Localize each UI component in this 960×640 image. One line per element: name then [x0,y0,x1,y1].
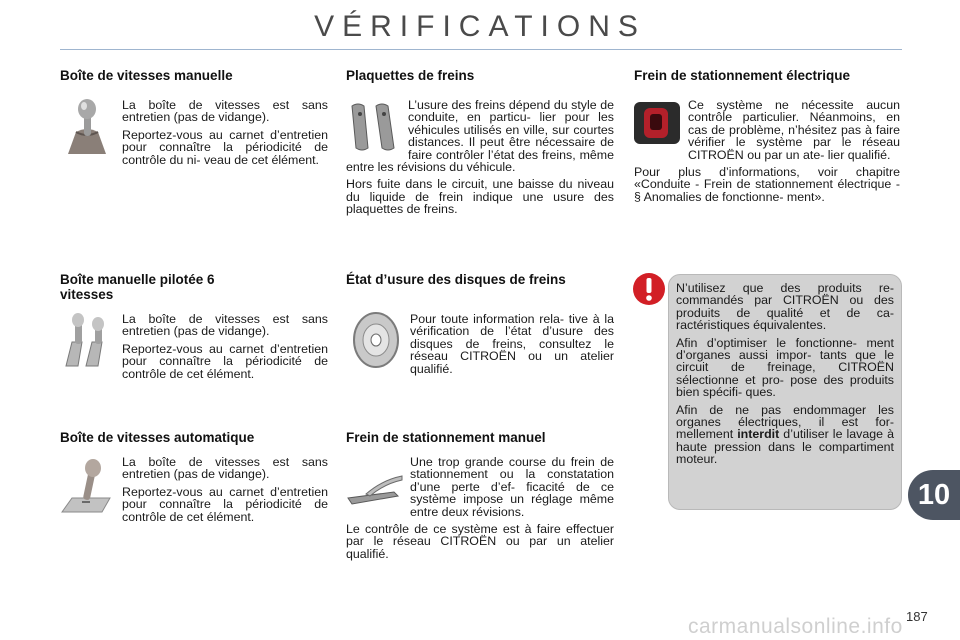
heading-piloted-gearbox: Boîte manuelle pilotée 6 vitesses [60,272,215,302]
brake-discs-p1: Pour toute information rela- tive à la vérification de l’état d’usure des disques de freins, consultez le réseau CITROËN ou un atelier qualifié. [410,312,614,376]
manual-gearbox-text [122,99,328,171]
brake-pads-p2: Hors fuite dans le circuit, une baisse du niveau du liquide de frein indique une usure des plaquettes de freins. [346,177,614,217]
manual-gear-lever-icon [62,98,112,156]
warning-note-text [676,282,894,471]
heading-manual-gearbox: Boîte de vitesses manuelle [60,68,233,83]
title-divider [60,49,902,50]
manual-gearbox-p2: Reportez-vous au carnet d’entretien pour connaître la périodicité de contrôle du ni- veau de cet élément. [122,127,328,167]
piloted-gear-paddles-icon [62,312,114,368]
page-number: 187 [906,609,928,624]
piloted-gearbox-p2: Reportez-vous au carnet d’entretien pour connaître la périodicité de contrôle de cet élément. [122,341,328,381]
brake-discs-text [410,313,614,380]
automatic-gear-selector-icon [60,458,114,514]
warning-note-p3-bold: interdit [737,427,780,442]
warning-note-p3-after: d’utiliser le lavage à haute pression dans le compartiment moteur. [676,427,894,467]
warning-exclamation-icon [632,272,666,306]
automatic-gearbox-p2: Reportez-vous au carnet d’entretien pour connaître la périodicité de contrôle de cet élément. [122,484,328,524]
heading-brake-pads: Plaquettes de freins [346,68,475,83]
chapter-tab: 10 [908,470,960,520]
piloted-gearbox-text [122,313,328,385]
electric-parking-brake-p2: Pour plus d’informations, voir chapitre «Conduite - Frein de stationnement électrique - § Anomalies de fonctionne- ment». [634,165,900,204]
brake-disc-icon [350,310,402,370]
manual-parking-brake-p1: Une trop grande course du frein de stationnement ou la constatation d’une perte d’ef- ficacité de ce système impose un réglage même entre deux révisions. [410,455,614,519]
electric-parking-brake-text [634,99,900,208]
brake-pads-text-wrap [346,99,614,216]
page-title: VÉRIFICATIONS [314,10,646,43]
warning-note-p1: N’utilisez que des produits re- commandés par CITROËN ou des produits de qualité et de ca- ractéristiques équivalentes. [676,281,894,333]
brake-pads-p1: L’usure des freins dépend du style de conduite, en particu- lier pour les véhicules utilisés en ville, sur courtes distances. Il peut être nécessaire de faire contrôler l’état des freins, même entre les révisions du véhicule. [346,98,614,175]
manual-gearbox-p1: La boîte de vitesses est sans entretien (pas de vidange). [122,98,328,125]
manual-parking-brake-text [346,456,614,565]
heading-manual-parking-brake: Frein de stationnement manuel [346,430,546,445]
manual-parking-brake-p2: Le contrôle de ce système est à faire effectuer par le réseau CITROËN ou par un atelier qualifié. [346,522,614,561]
warning-note-p2: Afin d’optimiser le fonctionne- ment d’organes aussi impor- tants que le circuit de freinage, CITROËN sélectionne et pro- pose des produits bien spécifi- ques. [676,335,894,400]
piloted-gearbox-p1: La boîte de vitesses est sans entretien (pas de vidange). [122,312,328,339]
warning-note-p3 [676,404,894,466]
heading-automatic-gearbox: Boîte de vitesses automatique [60,430,255,445]
automatic-gearbox-p1: La boîte de vitesses est sans entretien (pas de vidange). [122,455,328,482]
brake-pads-icon-spacer [346,99,408,149]
heading-electric-parking-brake: Frein de stationnement électrique [634,68,851,83]
watermark: carmanualsonline.info [688,615,903,638]
warning-note-p3-before: Afin de ne pas endommager les organes électriques, il est for- mellement [676,402,894,442]
automatic-gearbox-text [122,456,328,528]
electric-parking-brake-p1: Ce système ne nécessite aucun contrôle particulier. Néanmoins, en cas de problème, n’hésitez pas à faire vérifier le système par le réseau CITROËN ou par un ate- lier qualifié. [688,98,900,162]
heading-brake-discs: État d’usure des disques de freins [346,272,566,287]
